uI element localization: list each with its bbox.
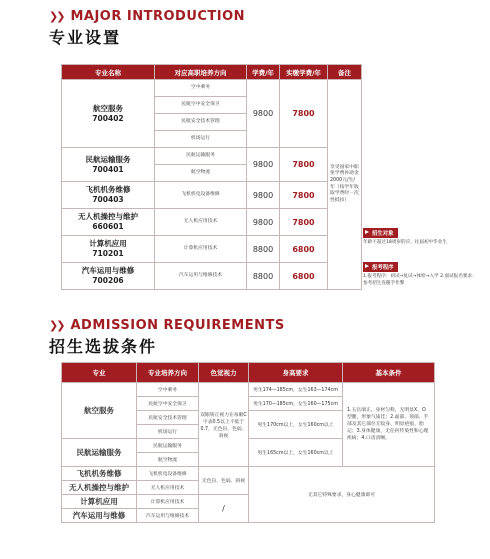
paid-fee-cell: 7800 (280, 80, 328, 148)
vision-cell: / (199, 495, 249, 523)
basic-conditions-cell: 无其它特殊要求，身心健康即可 (249, 467, 435, 523)
major-code: 710201 (92, 249, 124, 258)
direction-cell: 民航安全技术管理 (155, 114, 247, 131)
direction-cell: 民航运输服务 (137, 439, 199, 453)
header-cell: 身高要求 (249, 363, 343, 383)
paid-fee-cell: 6800 (280, 236, 328, 263)
table-row (62, 148, 362, 165)
direction-cell: 民航安全技术管理 (137, 411, 199, 425)
major-name-cell (62, 263, 155, 290)
major-cell: 航空服务 (62, 383, 137, 439)
direction-cell: 计算机应用技术 (155, 236, 247, 263)
header-cell: 专业培养方向 (137, 363, 199, 383)
header-cell: 实缴学费/年 (280, 65, 328, 80)
double-chevron-icon: ❯❯ (49, 319, 64, 332)
direction-cell: 民航空中安全保卫 (155, 97, 247, 114)
header-cell: 备注 (328, 65, 362, 80)
major-name: 无人机操控与维护 (78, 212, 138, 221)
header-cell: 学费/年 (247, 65, 280, 80)
direction-cell: 汽车运用与维修技术 (155, 263, 247, 290)
basic-conditions-cell: 1.五官端正，身材匀称，无明显X、O型腿，形象气质佳；2.面部、颈部、手部及其它部位无纹身、明显疤痕、胎记；3.身体健康，无任何传染性和心理疾病；4.口齿清晰。 (343, 383, 435, 467)
table-row (62, 209, 362, 236)
major-name: 飞机机务维修 (85, 185, 131, 194)
fee-cell: 9800 (247, 148, 280, 182)
direction-cell: 飞机机电设备维修 (137, 467, 199, 481)
major-name-cell (62, 209, 155, 236)
direction-cell: 无人机应用技术 (155, 209, 247, 236)
fee-cell: 8800 (247, 263, 280, 290)
major-cell: 计算机应用 (62, 495, 137, 509)
major-name: 民航运输服务 (85, 154, 131, 164)
table-row (62, 263, 362, 290)
direction-cell: 机场运行 (137, 425, 199, 439)
major-code: 700402 (92, 113, 124, 123)
direction-cell: 汽车运用与维修技术 (137, 509, 199, 523)
fee-cell: 8800 (247, 236, 280, 263)
direction-cell: 空中乘务 (137, 383, 199, 397)
paid-fee-cell: 7800 (280, 182, 328, 209)
header-cell: 专业 (62, 363, 137, 383)
major-name: 汽车运用与维修 (81, 266, 135, 275)
fee-cell: 9800 (247, 209, 280, 236)
vision-cell: 双眼矫正视力在每眼C字表0.5以上不低于0.7，无色盲、色弱、斜视 (199, 383, 249, 467)
direction-cell: 民航空中安全保卫 (137, 397, 199, 411)
direction-cell: 计算机应用技术 (137, 495, 199, 509)
header-cell: 专业名称 (62, 65, 155, 80)
major-table (61, 64, 362, 290)
remark-cell: 享受国家中职免学费补助金2000元/生/年（按学年收取学费时一次性抵扣） (328, 80, 362, 290)
table-row (62, 182, 362, 209)
section-title-en (49, 318, 285, 333)
direction-cell: 无人机应用技术 (137, 481, 199, 495)
major-name-cell (62, 148, 155, 182)
major-cell: 飞机机务维修 (62, 467, 137, 481)
major-code: 700206 (92, 276, 124, 285)
section-title-cn: 专业设置 (49, 28, 122, 47)
direction-cell: 航空物流 (137, 453, 199, 467)
direction-cell: 民航运输服务 (155, 148, 247, 165)
section-title-en (49, 9, 245, 24)
process-tag: 报考程序 (363, 262, 398, 272)
table-row (62, 467, 435, 481)
direction-cell: 机场运行 (155, 131, 247, 148)
target-text: 年龄不超过18周岁的应、往届初中毕业生 (363, 240, 447, 245)
table-row (62, 80, 362, 97)
fee-cell: 9800 (247, 80, 280, 148)
height-cell: 男生174—185cm，女生163—174cm (249, 383, 343, 397)
major-cell: 无人机操控与维护 (62, 481, 137, 495)
major-code: 660601 (92, 222, 124, 231)
height-cell: 男生170cm以上，女生160cm以上 (249, 411, 343, 439)
admission-table-header (62, 363, 435, 383)
major-cell: 民航运输服务 (62, 439, 137, 467)
major-code: 700401 (92, 164, 124, 174)
paid-fee-cell: 6800 (280, 263, 328, 290)
section-major-intro-heading (49, 9, 245, 48)
major-code: 700403 (92, 195, 124, 204)
direction-cell: 空中乘务 (155, 80, 247, 97)
target-students-block (363, 220, 481, 247)
header-cell: 色觉视力 (199, 363, 249, 383)
major-table-header (62, 65, 362, 80)
process-block (363, 254, 481, 287)
table-row (62, 236, 362, 263)
section-title-cn: 招生选拔条件 (49, 337, 158, 356)
header-cell: 基本条件 (343, 363, 435, 383)
major-cell: 汽车运用与维修 (62, 509, 137, 523)
header-cell: 对应高职培养方向 (155, 65, 247, 80)
direction-cell: 飞机机电设备维修 (155, 182, 247, 209)
fee-cell: 9800 (247, 182, 280, 209)
admission-table (61, 362, 435, 523)
title-en-text: MAJOR INTRODUCTION (70, 9, 246, 24)
paid-fee-cell: 7800 (280, 209, 328, 236)
section-admission-heading (49, 318, 285, 357)
double-chevron-icon: ❯❯ (49, 10, 64, 23)
major-name-cell (62, 80, 155, 148)
target-tag: 招生对象 (363, 228, 398, 238)
direction-cell: 航空物流 (155, 165, 247, 182)
major-name-cell (62, 236, 155, 263)
title-en-text: ADMISSION REQUIREMENTS (70, 318, 285, 333)
major-name: 计算机应用 (89, 239, 127, 248)
height-cell: 男生165cm以上，女生160cm以上 (249, 439, 343, 467)
major-name-cell (62, 182, 155, 209)
table-row (62, 383, 435, 397)
major-name: 航空服务 (93, 103, 123, 113)
vision-cell: 无色盲、色弱、斜视 (199, 467, 249, 495)
process-text: 1.报考程序：初试→复试→体检→入学 2.面试报名要求：参考招生连随手作弊 (363, 274, 477, 286)
height-cell: 男生170—185cm，女生160—175cm (249, 397, 343, 411)
paid-fee-cell: 7800 (280, 148, 328, 182)
